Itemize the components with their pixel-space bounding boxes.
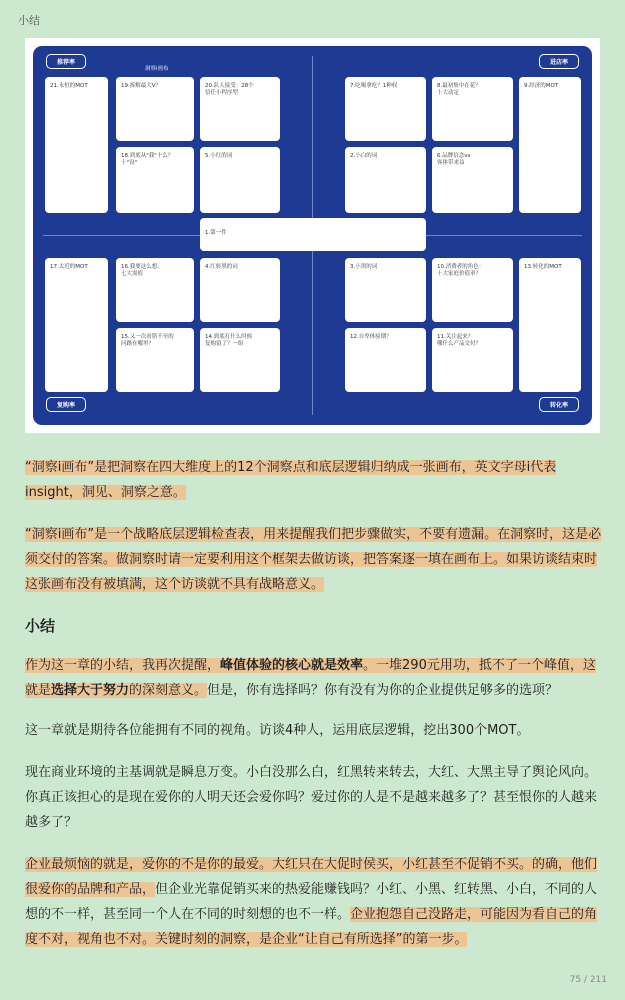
canvas-cell-9 <box>519 77 581 213</box>
cell-text: 14.到底打什么时候 复购留了？一组 <box>205 334 253 347</box>
canvas-cell-14 <box>200 328 280 392</box>
canvas-cell-18 <box>116 147 194 213</box>
cell-text: 16.我要这么想： 七大需值 <box>121 264 163 277</box>
corner-label-recommend: 推荐率 <box>46 54 86 69</box>
highlight: “洞察i画布”是把洞察在四大维度上的12个洞察点和底层逻辑归纳成一张画布，英文字母i代表insight，洞见、洞察之意。 <box>25 460 557 500</box>
emphasis: 选择大于努力 <box>51 683 130 698</box>
text-run: 作为这一章的小结，我再次提醒， <box>25 658 221 673</box>
cell-text: 17.太近的MOT <box>50 264 88 270</box>
cell-text: 10.消费者的角色： 十大家庭价值率？ <box>437 264 485 277</box>
canvas-cell-4 <box>200 258 280 322</box>
corner-label-repurchase: 复购率 <box>46 397 86 412</box>
paragraph-4: 这一章就是期待各位能拥有不同的视角。访谈4种人，运用底层逻辑，挖出300个MOT。 <box>25 723 530 738</box>
cell-text: 7.吃喝拿吃？1种权 <box>350 83 398 89</box>
cell-text: 15.又一次看错不至的 问路在哪里？ <box>121 334 174 347</box>
cell-text: 21.永恒的MOT <box>50 83 88 89</box>
text-run: 。一堆290元用功，抵不了一个峰值，这就是 <box>25 658 596 698</box>
highlight: “洞察i画布”是一个战略底层逻辑检查表，用来提醒我们把步骤做实，不要有遗漏。在洞察时，这是必须交付的答案。做洞察时请一定要利用这个框架去做访谈，把答案逐一填在画布上。如果访谈结束时这张画布没有被填满，这个访谈就不具有战略意义。 <box>25 527 602 592</box>
paragraph-5: 现在商业环境的主基调就是瞬息万变。小白没那么白，红黑转来转去，大红、大黑主导了舆论风向。你真正该担心的是现在爱你的人明天还会爱你吗？爱过你的人是不是越来越多了？甚至恨你的人越来越多了？ <box>25 765 598 830</box>
canvas-cell-20 <box>200 77 280 141</box>
canvas-cell-11 <box>432 328 513 392</box>
canvas-cell-2 <box>345 147 426 213</box>
cell-text: 18.到底从"我"十么？ 十"设" <box>121 153 174 166</box>
canvas-cell-15 <box>116 328 194 392</box>
cell-text: 12.自卑体验期？ <box>350 334 392 340</box>
canvas-cell-3 <box>345 258 426 322</box>
insight-canvas-figure <box>25 38 600 433</box>
canvas-cell-13 <box>519 258 581 392</box>
emphasis: 峰值体验的核心就是效率 <box>220 658 364 673</box>
cell-text: 20.队人接受：28个 信任小程序型 <box>205 83 254 96</box>
canvas-cell-7 <box>345 77 426 141</box>
insight-canvas <box>33 46 592 425</box>
canvas-cell-17 <box>45 258 108 392</box>
highlight: 企业抱怨自己没路走，可能因为看自己的角度不对，视角也不对。关键时刻的洞察，是企业“让自己有所选择”的第一步。 <box>25 907 598 947</box>
canvas-cell-16 <box>116 258 194 322</box>
page-number: 75 / 211 <box>569 975 607 985</box>
cell-text: 9.经济的MOT <box>524 83 559 89</box>
text-run: 的深刻意义。 <box>129 683 208 698</box>
cell-text: 2.小白的词 <box>350 153 378 159</box>
canvas-cell-21 <box>45 77 108 213</box>
canvas-cell-19 <box>116 77 194 141</box>
corner-label-store-visit: 进店率 <box>539 54 579 69</box>
canvas-cell-12 <box>345 328 426 392</box>
cell-text: 11.关注起来？ 哪什么产品交付？ <box>437 334 482 347</box>
paragraph-2 <box>25 522 603 597</box>
cell-text: 1.第一件 <box>205 230 227 236</box>
page-header-title: 小结 <box>18 14 40 27</box>
canvas-cell-1 <box>200 218 426 251</box>
cell-text: 19.拆解最大V？ <box>121 83 162 89</box>
cell-text: 6.品牌信念vs 客体带来益 <box>437 153 471 166</box>
paragraph-1 <box>25 455 603 505</box>
cell-text: 8.最初集中在花？ 十大动定 <box>437 83 481 96</box>
canvas-cell-8 <box>432 77 513 141</box>
canvas-cell-5 <box>200 147 280 213</box>
text-run: 但是，你有选择吗？你有没有为你的企业提供足够多的选项？ <box>207 683 559 698</box>
cell-text: 3.小黑的词 <box>350 264 378 270</box>
highlight: 企业最烦恼的就是，爱你的不是你的最爱。大红只在大促时侯买，小红甚至不促销不买。的确，他们很爱你的品牌和产品， <box>25 857 598 897</box>
paragraph-3 <box>25 653 603 703</box>
cell-text: 13.转化的MOT <box>524 264 562 270</box>
corner-label-conversion: 转化率 <box>539 397 579 412</box>
text-run: 但企业光靠促销买来的热爱能赚钱吗？小红、小黑、红转黑、小白，不同的人想的不一样，甚至同一个人在不同的时刻想的也不一样。 <box>25 882 598 922</box>
canvas-title: 洞察i画布 <box>145 66 169 72</box>
cell-text: 5.小红的词 <box>205 153 233 159</box>
canvas-cell-10 <box>432 258 513 322</box>
canvas-cell-6 <box>432 147 513 213</box>
section-title: 小结 <box>25 617 56 635</box>
paragraph-6 <box>25 852 603 952</box>
cell-text: 4.红转黑的词 <box>205 264 238 270</box>
